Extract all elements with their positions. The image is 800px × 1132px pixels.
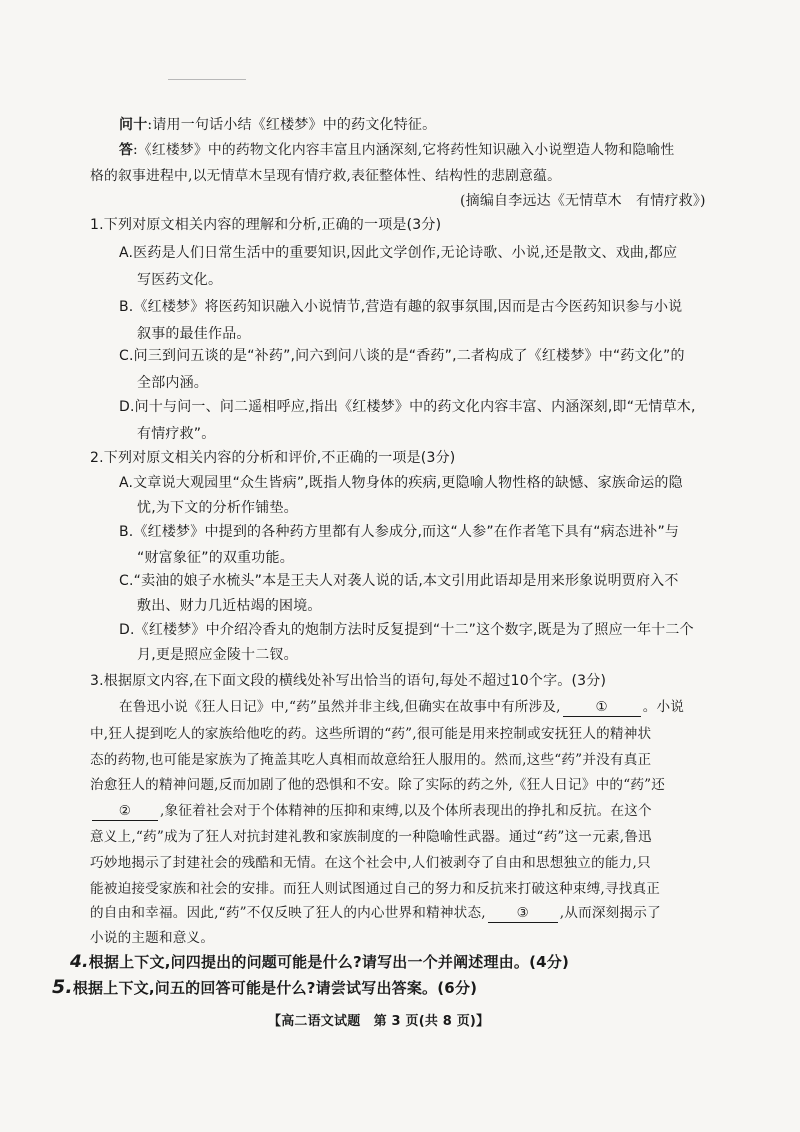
q1-option-a-line1: A.医药是人们日常生活中的重要知识,因此文学创作,无论诗歌、小说,还是散文、戏曲,都应 [119,245,678,261]
q3-passage-line1: 在鲁迅小说《狂人日记》中,“药”虽然并非主线,但确实在故事中有所涉及, ① 。小说 [119,699,685,715]
q1-option-a-line2: 写医药文化。 [137,272,223,288]
q1-option-c-line1: C.问三到问五谈的是“补药”,问六到问八谈的是“香药”,二者构成了《红楼梦》中“药文化”的 [119,348,685,364]
q3-passage-line4: 治愈狂人的精神问题,反而加剧了他的恐惧和不安。除了实际的药之外,《狂人日记》中的“药”还 [90,777,666,793]
q2-stem: 2.下列对原文相关内容的分析和评价,不正确的一项是(3分) [90,450,456,466]
q3-passage-line9: 的自由和幸福。因此,“药”不仅反映了狂人的内心世界和精神状态, ③ ,从而深刻揭示了 [90,905,661,921]
answer-prefix: 答 [119,142,133,158]
blank-2[interactable]: ② [92,802,158,821]
q4-text: 根据上下文,问四提出的问题可能是什么?请写出一个并阐述理由。(4分) [88,953,570,971]
q3-passage-line6: 意义上,“药”成为了狂人对抗封建礼教和家族制度的一种隐喻性武器。通过“药”这一元素,鲁迅 [90,829,652,845]
page-footer: 【高二语文试题 第 3 页(共 8 页)】 [268,1014,490,1029]
q10-line [119,115,436,135]
q3-stem: 3.根据原文内容,在下面文段的横线处补写出恰当的语句,每处不超过10个字。(3分) [90,673,607,689]
q2-option-c-line1: C.“卖油的娘子水梳头”本是王夫人对袭人说的话,本文引用此语却是用来形象说明贾府入不 [119,573,679,589]
q5-line [52,977,477,998]
q3-passage-line5: ② ,象征着社会对于个体精神的压抑和束缚,以及个体所表现出的挣扎和反抗。在这个 [90,801,652,821]
q4-line [70,952,569,972]
answer-line-1: 答:《红楼梦》中的药物文化内容丰富且内涵深刻,它将药性知识融入小说塑造人物和隐喻性 [119,142,675,158]
q3-passage-line7: 巧妙地揭示了封建社会的残酷和无情。在这个社会中,人们被剥夺了自由和思想独立的能力,只 [90,855,651,871]
top-rule [168,79,246,80]
q2-option-a-line1: A.文章说大观园里“众生皆病”,既指人物身体的疾病,更隐喻人物性格的缺憾、家族命运的隐 [119,475,683,491]
q1-stem: 1.下列对原文相关内容的理解和分析,正确的一项是(3分) [90,217,442,233]
q1-option-d-line1: D.问十与问一、问二遥相呼应,指出《红楼梦》中的药文化内容丰富、内涵深刻,即“无情草木, [119,399,696,415]
q4-number: 4. [70,952,89,972]
q10-text: :请用一句话小结《红楼梦》中的药文化特征。 [147,117,437,133]
q1-option-d-line2: 有情疗救”。 [137,426,216,442]
q2-option-c-line2: 敷出、财力几近枯竭的困境。 [137,598,322,614]
q1-option-b-line2: 叙事的最佳作品。 [137,326,251,342]
q2-option-a-line2: 忧,为下文的分析作铺垫。 [137,500,298,516]
q3-passage-line8: 能被迫接受家族和社会的安排。而狂人则试图通过自己的努力和反抗来打破这种束缚,寻找真正 [90,881,661,897]
answer-line-2: 格的叙事进程中,以无情草木呈现有情疗救,表征整体性、结构性的悲剧意蕴。 [90,168,562,184]
q2-option-d-line1: D.《红楼梦》中介绍冷香丸的炮制方法时反复提到“十二”这个数字,既是为了照应一年十二个 [119,622,694,638]
q3-passage-line10: 小说的主题和意义。 [90,930,215,946]
blank-3[interactable]: ③ [488,904,558,923]
q5-number: 5. [52,976,73,998]
q5-text: 根据上下文,问五的回答可能是什么?请尝试写出答案。(6分) [72,979,478,997]
q3-passage-line3: 态的药物,也可能是家族为了掩盖其吃人真相而故意给狂人服用的。然而,这些“药”并没有真正 [90,752,652,768]
q2-option-b-line2: “财富象征”的双重功能。 [137,550,294,566]
blank-1[interactable]: ① [563,698,641,717]
q2-option-d-line2: 月,更是照应金陵十二钗。 [137,647,298,663]
q3-passage-line2: 中,狂人提到吃人的家族给他吃的药。这些所谓的“药”,很可能是用来控制或安抚狂人的精神状 [90,726,652,742]
source-citation: (摘编自李远达《无情草木 有情疗救》) [460,193,706,209]
q1-option-c-line2: 全部内涵。 [137,375,208,391]
q10-prefix: 问十 [119,117,148,133]
q1-option-b-line1: B.《红楼梦》将医药知识融入小说情节,营造有趣的叙事氛围,因而是古今医药知识参与小说 [119,299,683,315]
q2-option-b-line1: B.《红楼梦》中提到的各种药方里都有人参成分,而这“人参”在作者笔下具有“病态进补”与 [119,524,680,540]
